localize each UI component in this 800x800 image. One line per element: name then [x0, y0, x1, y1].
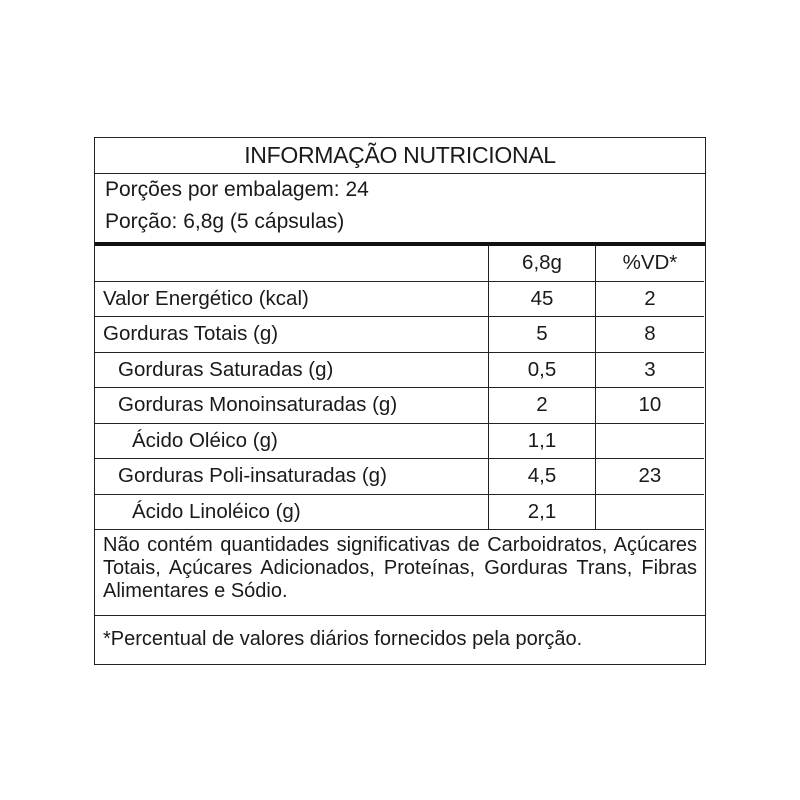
nutrient-dv: 2 — [595, 281, 704, 317]
table-header-row — [95, 246, 704, 281]
table-row — [95, 281, 704, 317]
header-amount: 6,8g — [489, 246, 596, 281]
footnote-divider — [95, 615, 705, 616]
nutrient-dv — [595, 494, 704, 530]
table-row — [95, 352, 704, 388]
nutrient-dv: 23 — [595, 459, 704, 495]
nutrition-facts-label — [94, 137, 706, 665]
nutrient-name: Gorduras Saturadas (g) — [95, 352, 489, 388]
servings-per-package: Porções por embalagem: 24 — [105, 178, 369, 201]
nutrient-dv: 3 — [595, 352, 704, 388]
table-row — [95, 423, 704, 459]
nutrient-name: Gorduras Totais (g) — [95, 317, 489, 353]
nutrient-amount: 4,5 — [489, 459, 596, 495]
nutrient-dv — [595, 423, 704, 459]
label-title: INFORMAÇÃO NUTRICIONAL — [95, 138, 705, 174]
table-row — [95, 494, 704, 530]
nutrient-name: Gorduras Poli-insaturadas (g) — [95, 459, 489, 495]
nutrient-name: Valor Energético (kcal) — [95, 281, 489, 317]
nutrient-amount: 2 — [489, 388, 596, 424]
header-nutrient — [95, 246, 489, 281]
disclaimer-note: Não contém quantidades significativas de Carboidratos, Açúcares Totais, Açúcares Adicionados, Proteínas, Gorduras Trans, Fibras Alimentares e Sódio. — [103, 534, 697, 602]
header-dv: %VD* — [595, 246, 704, 281]
nutrient-dv: 10 — [595, 388, 704, 424]
nutrient-amount: 2,1 — [489, 494, 596, 530]
serving-size: Porção: 6,8g (5 cápsulas) — [105, 210, 345, 233]
nutrient-amount: 45 — [489, 281, 596, 317]
table-row — [95, 317, 704, 353]
nutrient-dv: 8 — [595, 317, 704, 353]
serving-info — [95, 173, 705, 245]
nutrient-amount: 5 — [489, 317, 596, 353]
nutrient-name: Ácido Linoléico (g) — [95, 494, 489, 530]
nutrient-name: Ácido Oléico (g) — [95, 423, 489, 459]
table-row — [95, 459, 704, 495]
nutrient-amount: 1,1 — [489, 423, 596, 459]
footnote: *Percentual de valores diários fornecidos pela porção. — [103, 628, 583, 650]
nutrient-name: Gorduras Monoinsaturadas (g) — [95, 388, 489, 424]
nutrient-amount: 0,5 — [489, 352, 596, 388]
table-row — [95, 388, 704, 424]
nutrition-table — [95, 246, 704, 530]
